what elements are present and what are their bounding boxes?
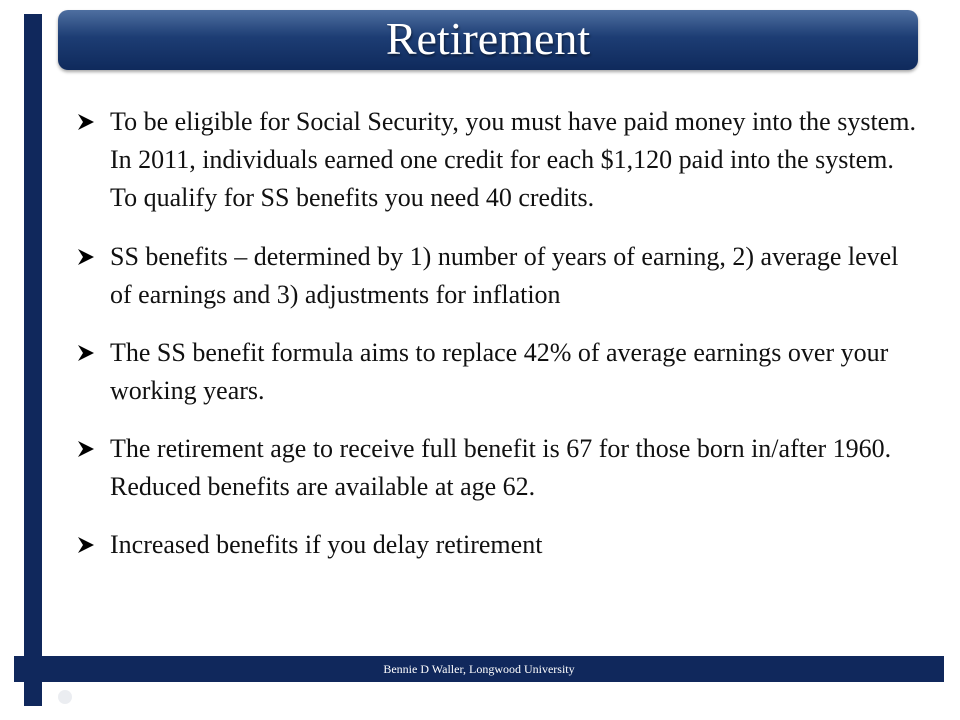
arrowhead-bullet-icon — [76, 103, 110, 141]
bullet-item — [76, 103, 916, 217]
bullet-item — [76, 334, 916, 410]
bullet-text: Increased benefits if you delay retirement — [110, 530, 543, 559]
bullet-item — [76, 430, 916, 506]
bullet-item — [76, 526, 916, 564]
page-number-marker — [58, 690, 72, 704]
bullet-text: SS benefits – determined by 1) number of years of earning, 2) average level of earnings and 3) adjustments for inflation — [110, 242, 899, 309]
title-banner — [58, 10, 918, 70]
footer-credit: Bennie D Waller, Longwood University — [383, 661, 575, 676]
arrowhead-bullet-icon — [76, 526, 110, 564]
left-accent-bar — [24, 14, 42, 706]
arrowhead-bullet-icon — [76, 334, 110, 372]
arrowhead-bullet-icon — [76, 238, 110, 276]
bullet-item — [76, 238, 916, 314]
footer-bar — [14, 656, 944, 682]
bullet-text: The SS benefit formula aims to replace 42% of average earnings over your working years. — [110, 338, 889, 405]
arrowhead-bullet-icon — [76, 430, 110, 468]
bullet-text: The retirement age to receive full benefit is 67 for those born in/after 1960. Reduced benefits are available at age 62. — [110, 434, 892, 501]
bullet-text: To be eligible for Social Security, you must have paid money into the system. In 2011, individuals earned one credit for each $1,120 paid into the system. To qualify for SS benefits you need 40 credits. — [110, 107, 916, 212]
slide-title: Retirement — [385, 13, 591, 64]
bullet-list — [76, 103, 916, 564]
